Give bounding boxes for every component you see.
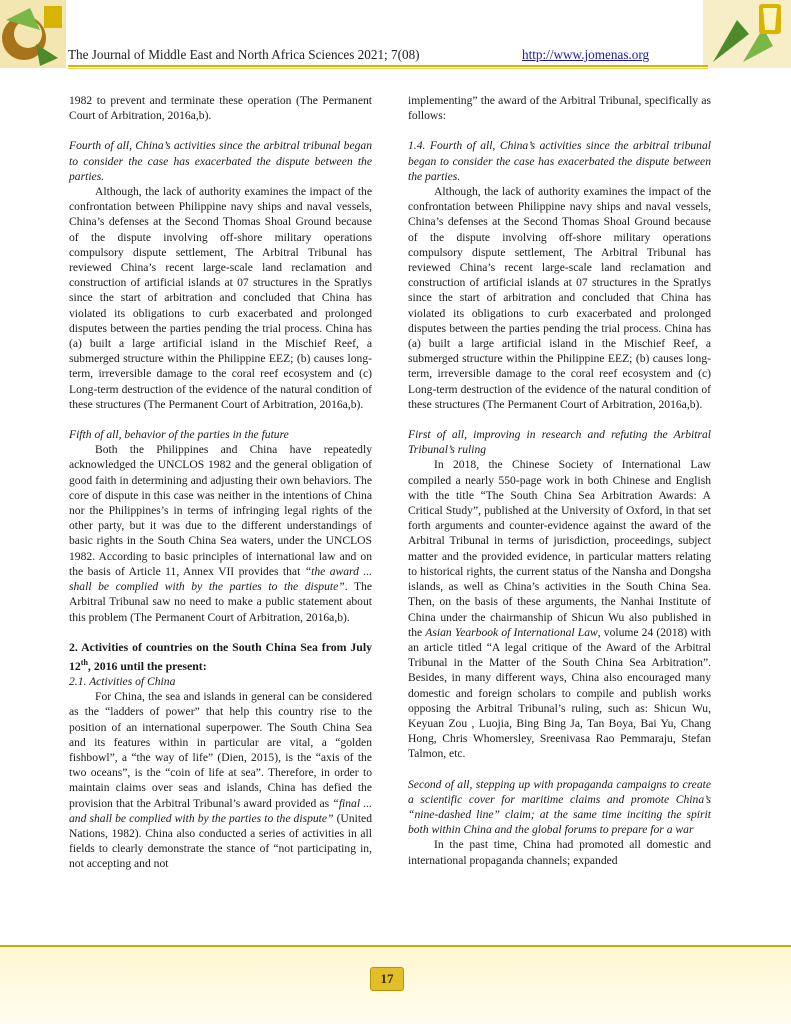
subheading-fourth: Fourth of all, China’s activities since the arbitral tribunal began to consider the case has exacerbated the dispute between the parties. xyxy=(69,139,372,183)
paragraph: For China, the sea and islands in general can be considered as the “ladders of power” that help this country rise to the position of an international superpower. The South China Sea and its features within in particular are vital, a “golden fishbowl”, a “the way of life” (Dien, 2015), is the “axis of the two oceans”, is the “coin of life at sea”. Therefore, in order to maintain claims over seas and islands, China has defied the provision that the Arbitral Tribunal’s award provided as “final ... and shall be complied with by the parties to the dispute” (United Nations, 1982). China also conducted a series of activities in all fields to clearly demonstrate the stance of “not participating in, not accepting and not xyxy=(69,690,372,871)
header-rule-thin xyxy=(68,68,708,69)
left-column xyxy=(69,93,372,872)
paragraph: implementing” the award of the Arbitral Tribunal, specifically as follows: xyxy=(408,94,711,123)
paragraph: Although, the lack of authority examines the impact of the confrontation between Philippine navy ships and naval vessels, China’s defenses at the Second Thomas Shoal Ground because of the dispute involving off-shore military operations compulsory dispute settlement, The Arbitral Tribunal has reviewed China’s recent large-scale land reclamation and construction of artificial islands at 07 structures in the Spratlys since the start of arbitration and concluded that China has violated its obligations to curb exacerbated and prolonged disputes between the parties pending the trial process. China has (a) built a large artificial island in the Mischief Reef, a submerged structure within the Philippine EEZ; (b) causes long-term, irreversible damage to the coral reef ecosystem and (c) Long-term destruction of the evidence of the natural condition of these structures (The Permanent Court of Arbitration, 2016a,b). xyxy=(69,185,372,411)
page-number: 17 xyxy=(370,967,404,991)
header-rule xyxy=(68,65,708,67)
section-heading-2: 2. Activities of countries on the South China Sea from July 12th, 2016 until the present: xyxy=(69,639,372,673)
paragraph: In 2018, the Chinese Society of International Law compiled a nearly 550-page work in both Chinese and English with the title “The South China Sea Arbitration Awards: A Critical Study”, published at the University of Oxford, in that set forth arguments and counter-evidence against the award of the Arbitral Tribunal in terms of jurisdiction, proceedings, subject matter and the provided evidence, in particular matters relating to historical rights, the current status of the Nansha and Dongsha islands, as well as China’s activities in the South China Sea. Then, on the basis of these arguments, the Nanhai Institute of China under the chairmanship of Shicun Wu also published in the Asian Yearbook of International Law, volume 24 (2018) with an article titled “A legal critique of the Award of the Arbitral Tribunal in the Matter of the South China Sea Arbitration”. Besides, in many different ways, China also encouraged many domestic and foreign scholars to compile and publish works opposing the Arbitral Tribunal’s ruling, such as: Shicun Wu, Keyuan Zou , Luojia, Bing Bing Ja, Tan Boya, Bai Yu, Chang Hong, Chris Whomersley, Sreenivasa Rao Pemmaraju, Stefan Talmon, etc. xyxy=(408,458,712,761)
journal-url-link[interactable]: http://www.jomenas.org xyxy=(522,47,650,62)
subheading-second: Second of all, stepping up with propaganda campaigns to create a scientific cover for maritime claims and promote China’s “nine-dashed line” claim; at the same time inciting the spirit both within China and the global forums to prepare for a war xyxy=(408,777,711,837)
paragraph: 1982 to prevent and terminate these operation (The Permanent Court of Arbitration, 2016a,b). xyxy=(69,94,372,123)
journal-citation: The Journal of Middle East and North Africa Sciences 2021; 7(08) xyxy=(68,47,420,62)
paragraph: Both the Philippines and China have repeatedly acknowledged the UNCLOS 1982 and the general obligation of good faith in determining and adjusting their own behaviors. The core of dispute in this case was neither in the intentions of China nor the Philippines’s in terms of infringing legal rights of the other party, but it was due to the different understandings of basic rights in the South China Sea waters, under the UNCLOS 1982. According to basic principles of international law and on the basis of Article 11, Annex VII provides that “the award ... shall be complied with by the parties to the dispute”. The Arbitral Tribunal saw no need to make a public statement about this problem (The Permanent Court of Arbitration, 2016a,b). xyxy=(69,443,372,624)
subheading-first: First of all, improving in research and refuting the Arbitral Tribunal’s ruling xyxy=(408,428,711,457)
subheading-fifth: Fifth of all, behavior of the parties in the future xyxy=(69,428,289,442)
subsection-heading-2-1: 2.1. Activities of China xyxy=(69,675,176,689)
journal-logo-left xyxy=(0,0,66,68)
subheading-1-4: 1.4. Fourth of all, China’s activities since the arbitral tribunal began to consider the case has exacerbated the dispute between the parties. xyxy=(408,139,711,183)
journal-logo-right xyxy=(703,0,791,68)
paragraph: In the past time, China had promoted all domestic and international propaganda channels; expanded xyxy=(408,838,711,867)
right-column xyxy=(408,93,711,868)
paragraph: Although, the lack of authority examines the impact of the confrontation between Philippine navy ships and naval vessels, China’s defenses at the Second Thomas Shoal Ground because of the dispute involving off-shore military operations compulsory dispute settlement, The Arbitral Tribunal has reviewed China’s recent large-scale land reclamation and construction of artificial islands at 07 structures in the Spratlys since the start of arbitration and concluded that China has violated its obligations to curb exacerbated and prolonged disputes between the parties pending the trial process. China has (a) built a large artificial island in the Mischief Reef, a submerged structure within the Philippine EEZ; (b) causes long-term, irreversible damage to the coral reef ecosystem and (c) Long-term destruction of the evidence of the natural condition of these structures (The Permanent Court of Arbitration, 2016a,b). xyxy=(408,185,711,411)
